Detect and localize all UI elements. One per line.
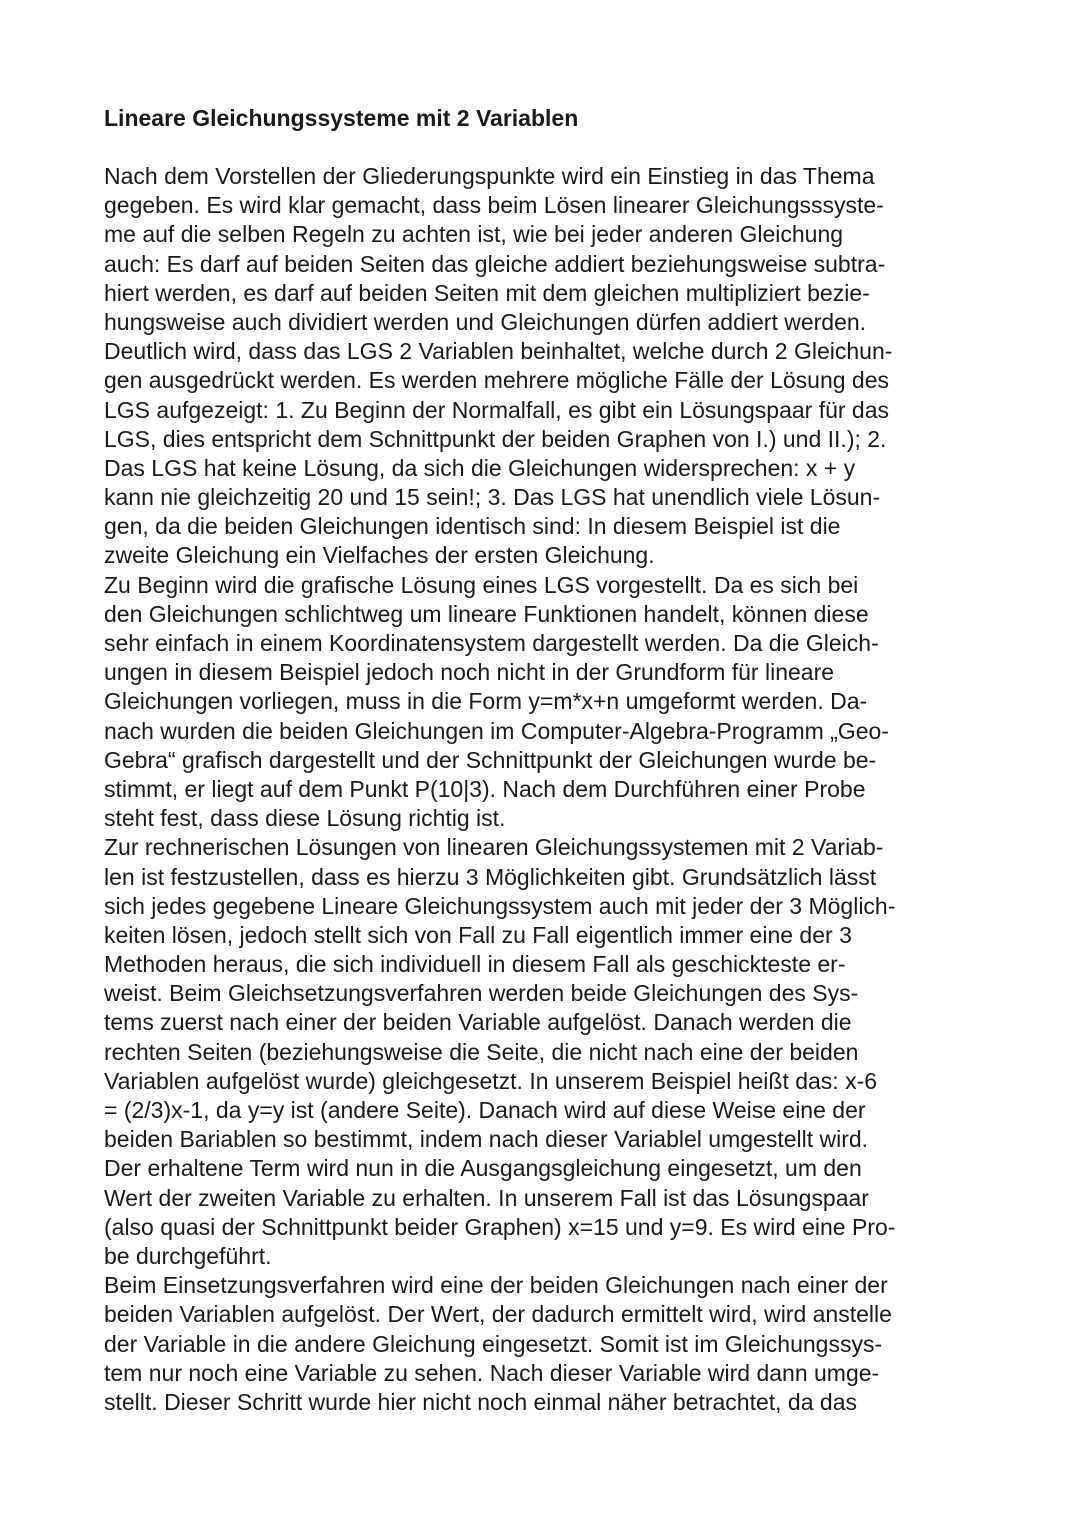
text-line: gegeben. Es wird klar gemacht, dass beim Lösen linearer Gleichungsssyste- xyxy=(104,192,884,219)
text-line: len ist festzustellen, dass es hierzu 3 Möglichkeiten gibt. Grundsätzlich lässt xyxy=(104,863,877,890)
text-line: Zu Beginn wird die grafische Lösung eines LGS vorgestellt. Da es sich bei xyxy=(104,571,859,598)
text-line: Deutlich wird, dass das LGS 2 Variablen beinhaltet, welche durch 2 Gleichun- xyxy=(104,338,893,365)
text-line: ungen in diesem Beispiel jedoch noch nicht in der Grundform für lineare xyxy=(104,659,835,686)
text-line: beiden Variablen aufgelöst. Der Wert, der dadurch ermittelt wird, wird anstelle xyxy=(104,1301,892,1328)
text-line: Methoden heraus, die sich individuell in diesem Fall als geschickteste er- xyxy=(104,951,846,978)
text-line: LGS aufgezeigt: 1. Zu Beginn der Normalfall, es gibt ein Lösungspaar für das xyxy=(104,396,890,423)
text-line: keiten lösen, jedoch stellt sich von Fall zu Fall eigentlich immer eine der 3 xyxy=(104,921,852,948)
text-line: Der erhaltene Term wird nun in die Ausgangsgleichung eingesetzt, um den xyxy=(104,1155,862,1182)
text-line: Beim Einsetzungsverfahren wird eine der beiden Gleichungen nach einer der xyxy=(104,1272,888,1299)
text-line: (also quasi der Schnittpunkt beider Graphen) x=15 und y=9. Es wird eine Pro- xyxy=(104,1213,896,1240)
text-line: Das LGS hat keine Lösung, da sich die Gleichungen widersprechen: x + y xyxy=(104,454,856,481)
text-line: rechten Seiten (beziehungsweise die Seite, die nicht nach eine der beiden xyxy=(104,1038,859,1065)
text-line: beiden Bariablen so bestimmt, indem nach dieser Variablel umgestellt wird. xyxy=(104,1126,869,1153)
text-line: gen, da die beiden Gleichungen identisch sind: In diesem Beispiel ist die xyxy=(104,513,841,540)
text-line: stimmt, er liegt auf dem Punkt P(10|3). Nach dem Durchführen einer Probe xyxy=(104,775,866,802)
text-line: kann nie gleichzeitig 20 und 15 sein!; 3. Das LGS hat unendlich viele Lösun- xyxy=(104,484,881,511)
text-line: me auf die selben Regeln zu achten ist, wie bei jeder anderen Gleichung xyxy=(104,221,844,248)
document-title: Lineare Gleichungssysteme mit 2 Variablen xyxy=(104,105,579,131)
text-line: hiert werden, es darf auf beiden Seiten mit dem gleichen multipliziert bezie- xyxy=(104,279,870,306)
text-line: zweite Gleichung ein Vielfaches der ersten Gleichung. xyxy=(104,542,655,569)
text-line: tem nur noch eine Variable zu sehen. Nach dieser Variable wird dann umge- xyxy=(104,1359,880,1386)
text-line: Zur rechnerischen Lösungen von linearen Gleichungssystemen mit 2 Variab- xyxy=(104,834,884,861)
text-line: Nach dem Vorstellen der Gliederungspunkte wird ein Einstieg in das Thema xyxy=(104,163,875,189)
text-line: nach wurden die beiden Gleichungen im Computer-Algebra-Programm „Geo- xyxy=(104,717,889,744)
text-line: = (2/3)x-1, da y=y ist (andere Seite). Danach wird auf diese Weise eine der xyxy=(104,1097,866,1123)
text-line: Gleichungen vorliegen, muss in die Form y=m*x+n umgeformt werden. Da- xyxy=(104,688,868,715)
text-line: Wert der zweiten Variable zu erhalten. In unserem Fall ist das Lösungspaar xyxy=(104,1184,869,1211)
text-line: weist. Beim Gleichsetzungsverfahren werden beide Gleichungen des Sys- xyxy=(104,980,859,1007)
text-line: be durchgeführt. xyxy=(104,1242,272,1269)
text-line: Variablen aufgelöst wurde) gleichgesetzt. In unserem Beispiel heißt das: x-6 xyxy=(104,1067,878,1094)
text-line: LGS, dies entspricht dem Schnittpunkt der beiden Graphen von I.) und II.); 2. xyxy=(104,425,887,452)
text-line: tems zuerst nach einer der beiden Variable aufgelöst. Danach werden die xyxy=(104,1009,852,1036)
text-line: den Gleichungen schlichtweg um lineare Funktionen handelt, können diese xyxy=(104,600,869,627)
text-line: hungsweise auch dividiert werden und Gleichungen dürfen addiert werden. xyxy=(104,308,867,335)
text-line: auch: Es darf auf beiden Seiten das gleiche addiert beziehungsweise subtra- xyxy=(104,250,886,277)
text-line: steht fest, dass diese Lösung richtig ist. xyxy=(104,805,506,832)
text-line: gen ausgedrückt werden. Es werden mehrere mögliche Fälle der Lösung des xyxy=(104,367,889,394)
document-body xyxy=(104,162,1004,1417)
text-line: Gebra“ grafisch dargestellt und der Schnittpunkt der Gleichungen wurde be- xyxy=(104,746,877,773)
text-line: der Variable in die andere Gleichung eingesetzt. Somit ist im Gleichungssys- xyxy=(104,1330,883,1357)
text-line: sehr einfach in einem Koordinatensystem dargestellt werden. Da die Gleich- xyxy=(104,630,879,656)
text-line: sich jedes gegebene Lineare Gleichungssystem auch mit jeder der 3 Möglich- xyxy=(104,892,896,919)
text-line: stellt. Dieser Schritt wurde hier nicht noch einmal näher betrachtet, da das xyxy=(104,1388,857,1415)
